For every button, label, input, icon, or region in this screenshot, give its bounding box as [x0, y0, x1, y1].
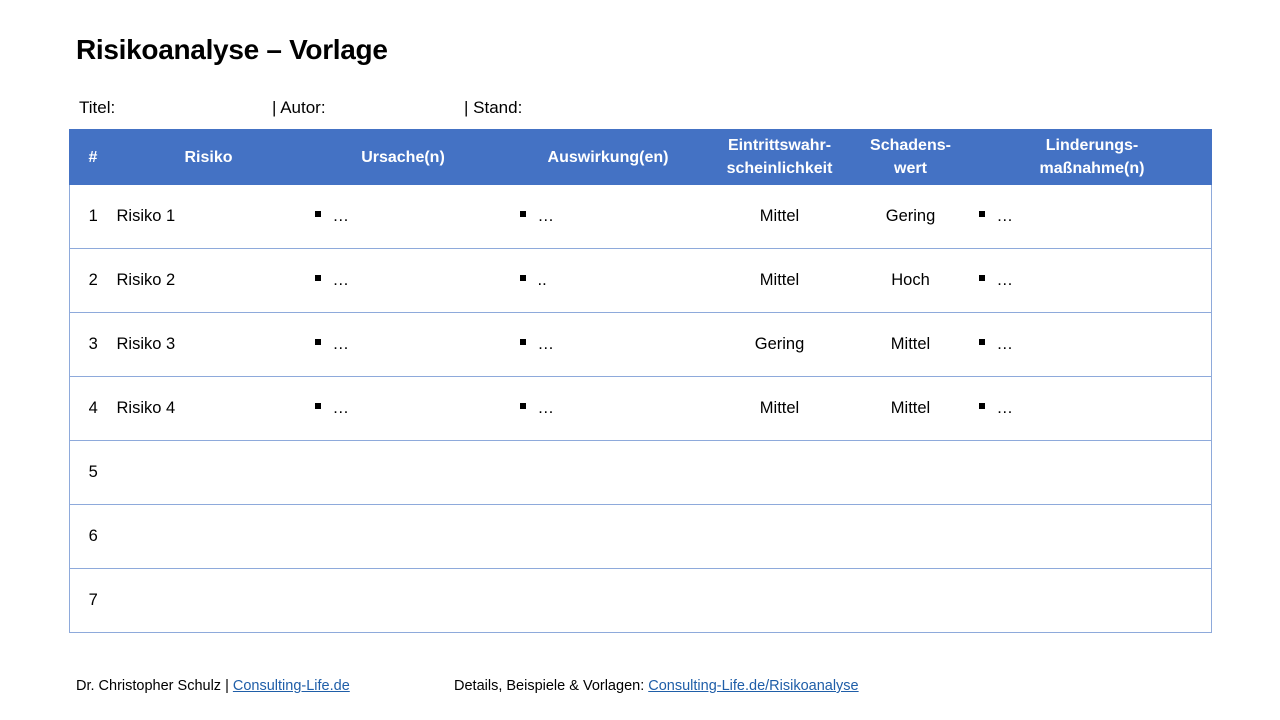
cell-mitigation-text: … — [996, 399, 1013, 417]
cell-risk — [117, 441, 301, 505]
cell-num: 3 — [70, 313, 117, 377]
cell-damage: Mittel — [849, 313, 973, 377]
footer-details-link[interactable]: Consulting-Life.de/Risikoanalyse — [648, 678, 859, 694]
cell-cause — [301, 569, 506, 633]
bullet-icon — [979, 339, 985, 345]
footer-author-link[interactable]: Consulting-Life.de — [232, 678, 350, 694]
table-header-row — [70, 130, 1212, 185]
cell-effect — [506, 441, 711, 505]
header-damage-line1: Schadens- — [870, 137, 951, 154]
header-num: # — [70, 130, 117, 185]
cell-probability — [711, 569, 849, 633]
cell-risk: Risiko 1 — [117, 185, 301, 249]
cell-risk: Risiko 4 — [117, 377, 301, 441]
bullet-icon — [520, 403, 526, 409]
header-probability — [711, 130, 849, 185]
bullet-icon — [520, 339, 526, 345]
cell-cause-text: … — [332, 335, 349, 353]
cell-damage: Hoch — [849, 249, 973, 313]
header-mitigation — [973, 130, 1212, 185]
cell-mitigation-text: … — [996, 207, 1013, 225]
meta-autor-label: | Autor: — [272, 98, 326, 117]
cell-risk: Risiko 2 — [117, 249, 301, 313]
risk-table — [69, 129, 1212, 633]
cell-effect — [506, 249, 711, 313]
cell-cause — [301, 441, 506, 505]
table-row — [70, 441, 1212, 505]
cell-probability — [711, 441, 849, 505]
cell-mitigation — [973, 505, 1212, 569]
bullet-icon — [315, 211, 321, 217]
header-effect: Auswirkung(en) — [506, 130, 711, 185]
cell-num: 7 — [70, 569, 117, 633]
table-row — [70, 569, 1212, 633]
meta-titel-label: Titel: — [79, 98, 116, 117]
header-probability-line2: scheinlichkeit — [726, 160, 833, 177]
table-row — [70, 185, 1212, 249]
cell-probability: Gering — [711, 313, 849, 377]
cell-effect — [506, 377, 711, 441]
header-cause: Ursache(n) — [301, 130, 506, 185]
cell-num: 5 — [70, 441, 117, 505]
bullet-icon — [315, 339, 321, 345]
cell-probability: Mittel — [711, 377, 849, 441]
table-row — [70, 313, 1212, 377]
cell-effect — [506, 313, 711, 377]
cell-effect — [506, 505, 711, 569]
cell-probability — [711, 505, 849, 569]
cell-damage — [849, 505, 973, 569]
cell-mitigation — [973, 313, 1212, 377]
footer-details-text: Details, Beispiele & Vorlagen: — [454, 678, 649, 694]
cell-damage: Gering — [849, 185, 973, 249]
page-title: Risikoanalyse – Vorlage — [76, 34, 388, 65]
cell-cause — [301, 505, 506, 569]
cell-damage — [849, 569, 973, 633]
cell-risk: Risiko 3 — [117, 313, 301, 377]
cell-mitigation — [973, 441, 1212, 505]
header-risk: Risiko — [117, 130, 301, 185]
meta-stand-label: | Stand: — [464, 98, 523, 117]
cell-num: 2 — [70, 249, 117, 313]
cell-effect-text: .. — [537, 271, 547, 289]
cell-probability: Mittel — [711, 249, 849, 313]
cell-cause — [301, 377, 506, 441]
cell-mitigation-text: … — [996, 271, 1013, 289]
cell-risk — [117, 505, 301, 569]
cell-mitigation — [973, 249, 1212, 313]
cell-effect — [506, 185, 711, 249]
bullet-icon — [315, 403, 321, 409]
table-row — [70, 377, 1212, 441]
cell-cause — [301, 185, 506, 249]
header-damage-line2: wert — [894, 160, 927, 177]
bullet-icon — [315, 275, 321, 281]
risk-table-body — [70, 185, 1212, 633]
header-damage — [849, 130, 973, 185]
table-row — [70, 249, 1212, 313]
cell-effect-text: … — [537, 399, 554, 417]
cell-mitigation-text: … — [996, 335, 1013, 353]
cell-cause-text: … — [332, 207, 349, 225]
header-mitigation-line1: Linderungs- — [1045, 137, 1139, 154]
bullet-icon — [979, 211, 985, 217]
table-row — [70, 505, 1212, 569]
bullet-icon — [979, 275, 985, 281]
cell-num: 1 — [70, 185, 117, 249]
footer-author — [76, 678, 350, 694]
bullet-icon — [979, 403, 985, 409]
cell-effect-text: … — [537, 207, 554, 225]
bullet-icon — [520, 211, 526, 217]
cell-num: 6 — [70, 505, 117, 569]
footer-details — [454, 678, 859, 694]
cell-cause-text: … — [332, 399, 349, 417]
cell-mitigation — [973, 569, 1212, 633]
cell-mitigation — [973, 185, 1212, 249]
cell-risk — [117, 569, 301, 633]
cell-damage — [849, 441, 973, 505]
cell-probability: Mittel — [711, 185, 849, 249]
cell-damage: Mittel — [849, 377, 973, 441]
header-mitigation-line2: maßnahme(n) — [1039, 160, 1145, 177]
header-probability-line1: Eintrittswahr- — [727, 137, 832, 154]
cell-effect — [506, 569, 711, 633]
cell-effect-text: … — [537, 335, 554, 353]
footer-author-text: Dr. Christopher Schulz | — [76, 678, 233, 694]
cell-num: 4 — [70, 377, 117, 441]
cell-mitigation — [973, 377, 1212, 441]
cell-cause-text: … — [332, 271, 349, 289]
cell-cause — [301, 313, 506, 377]
cell-cause — [301, 249, 506, 313]
bullet-icon — [520, 275, 526, 281]
